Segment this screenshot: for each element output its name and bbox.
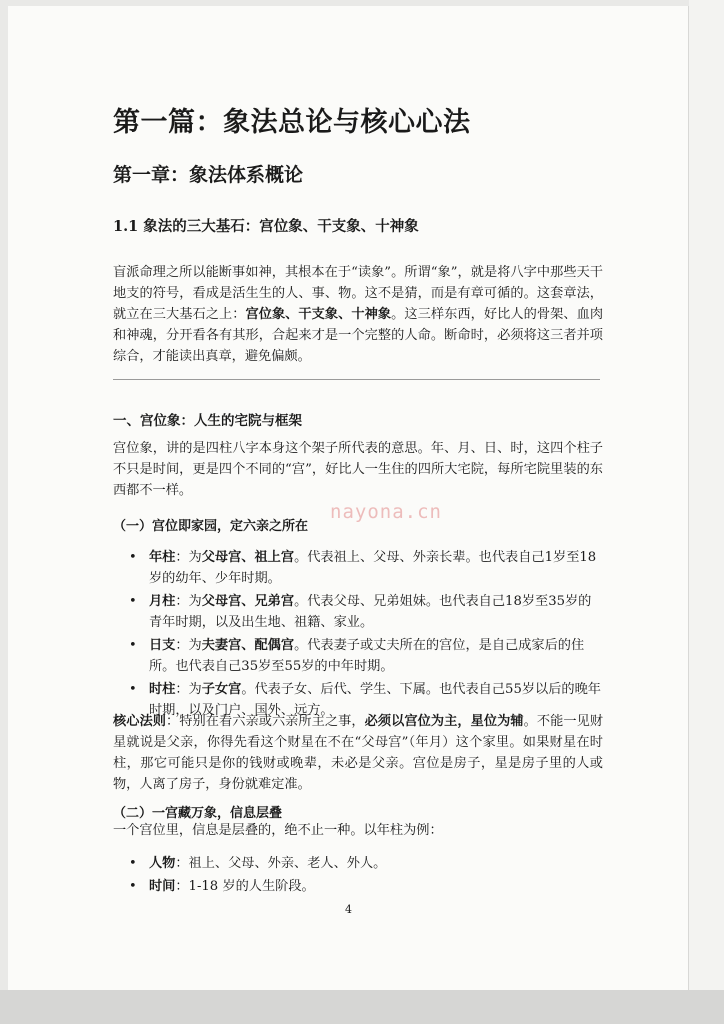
intro-paragraph: 盲派命理之所以能断事如神，其根本在于“读象”。所谓“象”，就是将八字中那些天干地支的符号，看成是活生生的人、事、物。这不是猜，而是有章可循的。这套章法，就立在三大基石之上：宫位象、干支象、十神象。这三样东西，好比人的骨架、血肉和神魂，分开看各有其形，合起来才是一个完整的人命。断命时，必须将这三者并项综合，才能读出真章，避免偏颇。: [113, 265, 604, 364]
chapter-title: 第一章：象法体系概论: [113, 164, 304, 186]
list-item: • 时间：1-18 岁的人生阶段。: [113, 876, 603, 897]
list-item: • 人物：祖上、父母、外亲、老人、外人。: [113, 853, 603, 874]
bullet-icon: •: [129, 594, 137, 609]
list-item: • 时柱：为子女宫。代表子女、后代、学生、下属。也代表自己55岁以后的晚年时期，以及门户、国外、远方。: [113, 679, 603, 721]
bullet-icon: •: [129, 550, 137, 565]
year-pillar-list: [113, 853, 603, 899]
watermark: nayona.cn: [330, 501, 442, 523]
bullet-icon: •: [129, 856, 137, 871]
page-edge: [689, 0, 724, 1024]
pillar-list: [113, 547, 603, 723]
bullet-icon: •: [129, 638, 137, 653]
page-number: 4: [345, 903, 352, 916]
list-item: • 月柱：为父母宫、兄弟宫。代表父母、兄弟姐妹。也代表自己18岁至35岁的青年时期，以及出生地、祖籍、家业。: [113, 591, 603, 633]
section-divider: [113, 379, 600, 380]
bullet-icon: •: [129, 879, 137, 894]
section-title: 1.1 象法的三大基石：宫位象、干支象、十神象: [113, 218, 419, 235]
part-title: 第一篇：象法总论与核心心法: [113, 107, 471, 138]
core-rule-paragraph: 核心法则：特别在看六亲或六亲所主之事，必须以宫位为主，星位为辅。不能一见财星就说是父亲，你得先看这个财星在不在“父母宫”（年月）这个家里。如果财星在时柱，那它可能只是你的钱财或晚辈，未必是父亲。宫位是房子，星是房子里的人或物，人离了房子，身份就难定准。: [113, 714, 604, 792]
layered-paragraph: 一个宫位里，信息是层叠的，绝不止一种。以年柱为例：: [113, 823, 443, 838]
heading-palace-image: 一、宫位象：人生的宅院与框架: [113, 413, 302, 429]
list-item: • 年柱：为父母宫、祖上宫。代表祖上、父母、外亲长辈。也代表自己1岁至18岁的幼年、少年时期。: [113, 547, 603, 589]
palace-paragraph: 宫位象，讲的是四柱八字本身这个架子所代表的意思。年、月、日、时，这四个柱子不只是时间，更是四个不同的“宫”，好比人一生住的四所大宅院，每所宅院里装的东西都不一样。: [113, 441, 603, 498]
bullet-icon: •: [129, 682, 137, 697]
subheading-layered-info: （二）一宫藏万象，信息层叠: [113, 806, 283, 821]
list-item: • 日支：为夫妻宫、配偶宫。代表妻子或丈夫所在的宫位，是自己成家后的住所。也代表自己35岁至55岁的中年时期。: [113, 635, 603, 677]
subheading-palace-home: （一）宫位即家园，定六亲之所在: [113, 519, 309, 534]
scan-shadow: [0, 990, 724, 1024]
